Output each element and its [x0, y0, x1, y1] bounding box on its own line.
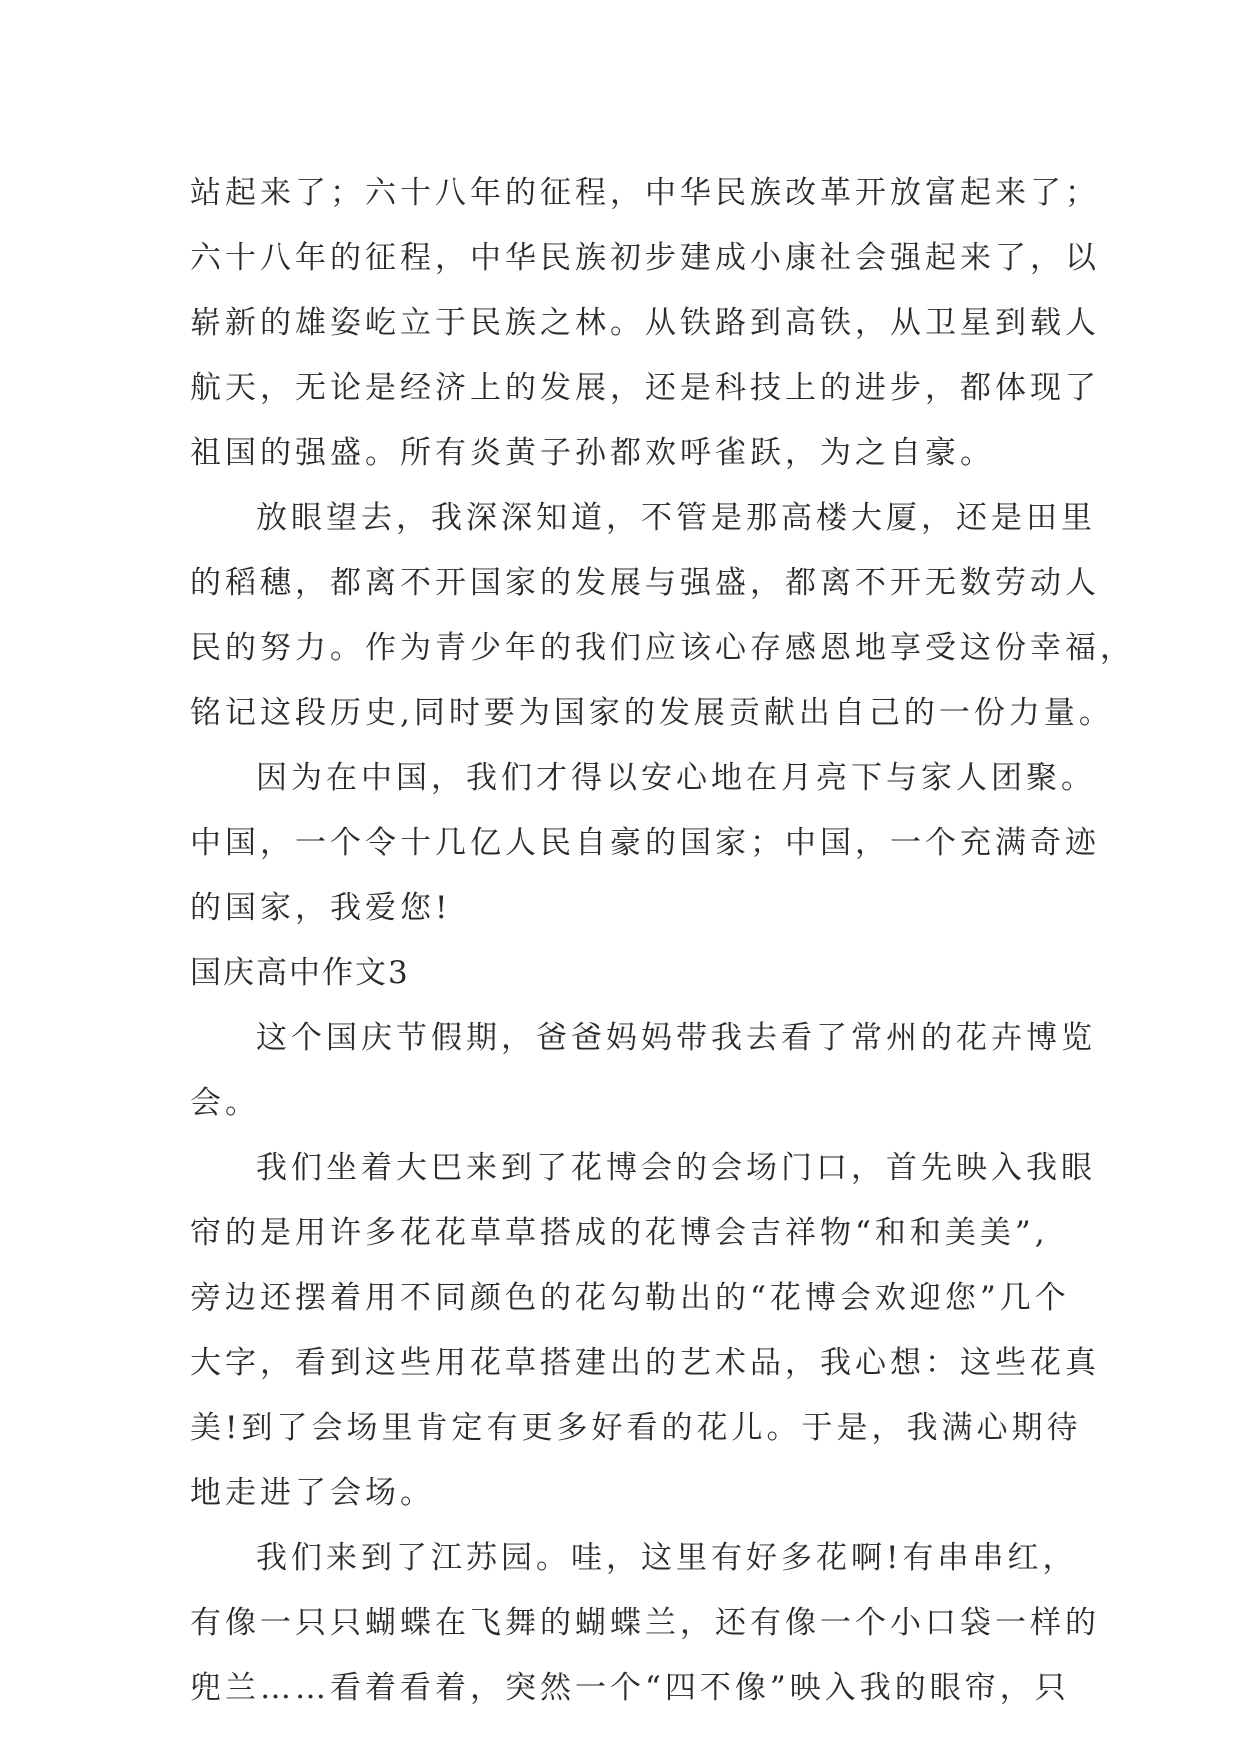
text-line: 崭新的雄姿屹立于民族之林。从铁路到高铁，从卫星到载人 [190, 305, 1100, 341]
text-line: 帘的是用许多花花草草搭成的花博会吉祥物“和和美美”, [190, 1215, 1049, 1251]
text-line: 中国，一个令十几亿人民自豪的国家；中国，一个充满奇迹 [190, 825, 1100, 861]
text-line: 的国家，我爱您! [190, 890, 452, 926]
paragraph-first-line: 这个国庆节假期，爸爸妈妈带我去看了常州的花卉博览 [256, 1020, 1096, 1056]
text-line: 地走进了会场。 [190, 1475, 435, 1511]
text-line: 大字，看到这些用花草搭建出的艺术品，我心想：这些花真 [190, 1345, 1100, 1381]
paragraph-first-line: 放眼望去，我深深知道，不管是那高楼大厦，还是田里 [256, 500, 1096, 536]
text-line: 会。 [190, 1085, 260, 1121]
text-line: 旁边还摆着用不同颜色的花勾勒出的“花博会欢迎您”几个 [190, 1280, 1070, 1316]
text-line: 的稻穗，都离不开国家的发展与强盛，都离不开无数劳动人 [190, 565, 1100, 601]
text-line: 站起来了；六十八年的征程，中华民族改革开放富起来了； [190, 175, 1100, 211]
paragraph-first-line: 因为在中国，我们才得以安心地在月亮下与家人团聚。 [256, 760, 1096, 796]
paragraph-first-line: 我们来到了江苏园。哇，这里有好多花啊!有串串红， [256, 1540, 1078, 1576]
text-line: 兜兰……看着看着，突然一个“四不像”映入我的眼帘，只 [190, 1670, 1070, 1706]
section-heading: 国庆高中作文3 [190, 955, 410, 991]
paragraph-first-line: 我们坐着大巴来到了花博会的会场门口，首先映入我眼 [256, 1150, 1096, 1186]
text-line: 铭记这段历史,同时要为国家的发展贡献出自己的一份力量。 [190, 695, 1114, 731]
text-line: 有像一只只蝴蝶在飞舞的蝴蝶兰，还有像一个小口袋一样的 [190, 1605, 1100, 1641]
text-line: 航天，无论是经济上的发展，还是科技上的进步，都体现了 [190, 370, 1100, 406]
text-line: 祖国的强盛。所有炎黄子孙都欢呼雀跃，为之自豪。 [190, 435, 995, 471]
text-line: 美!到了会场里肯定有更多好看的花儿。于是，我满心期待 [190, 1410, 1082, 1446]
essay-body [190, 161, 1135, 1721]
text-line: 六十八年的征程，中华民族初步建成小康社会强起来了，以 [190, 240, 1100, 276]
text-line: 民的努力。作为青少年的我们应该心存感恩地享受这份幸福， [190, 630, 1135, 666]
